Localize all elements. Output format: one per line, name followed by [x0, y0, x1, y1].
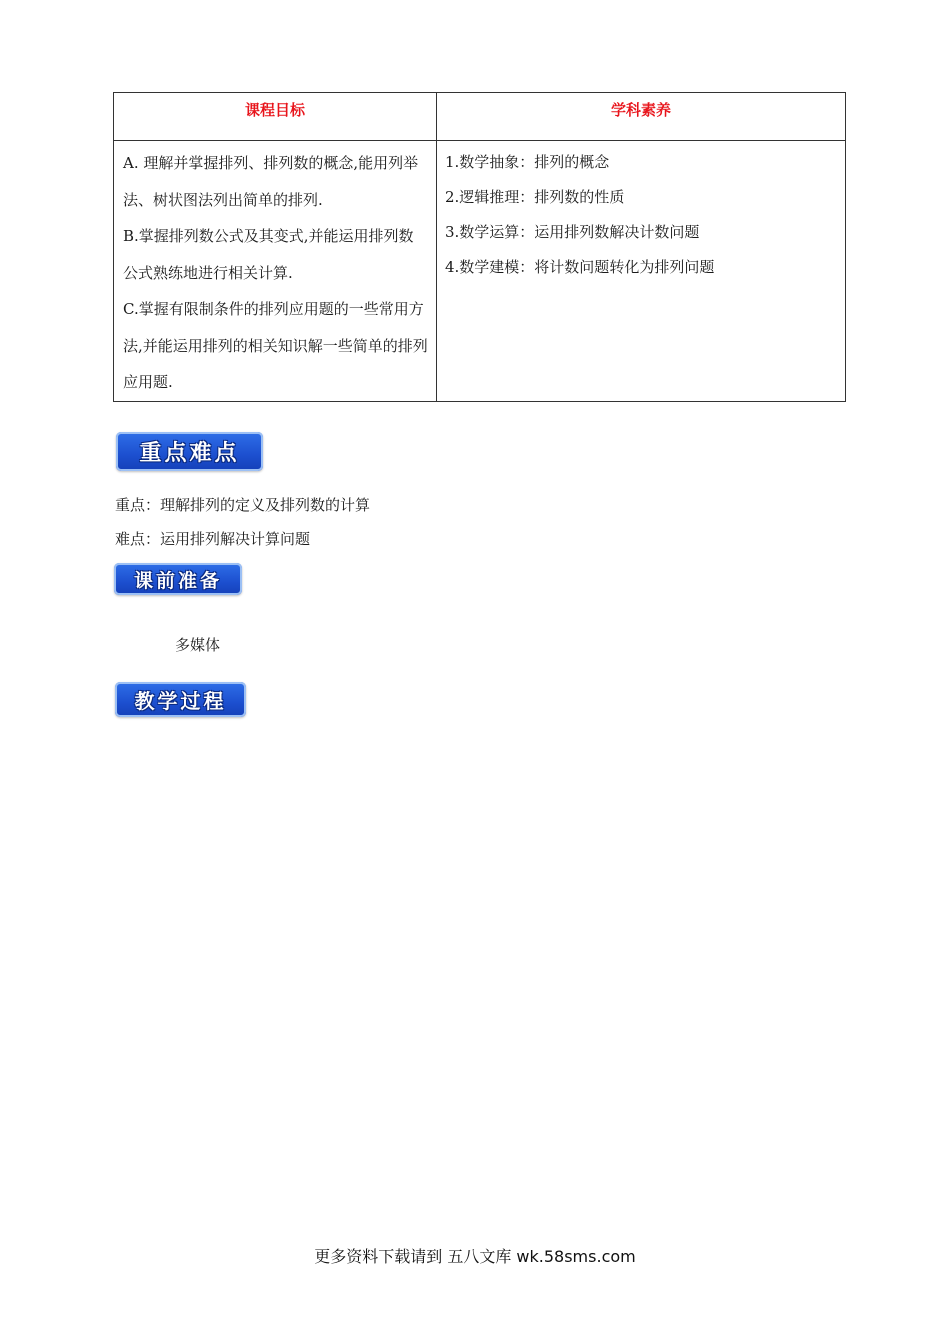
difficulty-text: 难点：运用排列解决计算问题	[115, 530, 311, 548]
teaching-process-banner: 教学过程	[115, 682, 246, 717]
objectives-table	[113, 92, 846, 402]
focus-text: 重点：理解排列的定义及排列数的计算	[115, 496, 371, 514]
subject-literacy-cell	[437, 141, 846, 402]
course-goals-header: 课程目标	[114, 93, 437, 141]
preparation-banner: 课前准备	[114, 563, 242, 595]
table-body-row	[114, 141, 846, 402]
preparation-text: 多媒体	[175, 636, 221, 654]
subject-literacy-header: 学科素养	[437, 93, 846, 141]
footer-download-note: 更多资料下载请到 五八文库 wk.58sms.com	[314, 1247, 636, 1266]
literacy-item: 2.逻辑推理：排列数的性质	[445, 188, 625, 206]
course-goal-c: C.掌握有限制条件的排列应用题的一些常用方法,并能运用排列的相关知识解一些简单的排列应用题.	[123, 300, 428, 391]
key-points-banner: 重点难点	[116, 432, 263, 471]
literacy-item: 3.数学运算：运用排列数解决计数问题	[445, 223, 700, 241]
course-goal-b: B.掌握排列数公式及其变式,并能运用排列数公式熟练地进行相关计算.	[123, 227, 414, 282]
course-goal-a: A. 理解并掌握排列、排列数的概念,能用列举法、树状图法列出简单的排列.	[123, 154, 419, 209]
literacy-item: 4.数学建模：将计数问题转化为排列问题	[445, 258, 715, 276]
literacy-item: 1.数学抽象：排列的概念	[445, 153, 610, 171]
course-goals-cell	[114, 141, 437, 402]
table-header-row	[114, 93, 846, 141]
